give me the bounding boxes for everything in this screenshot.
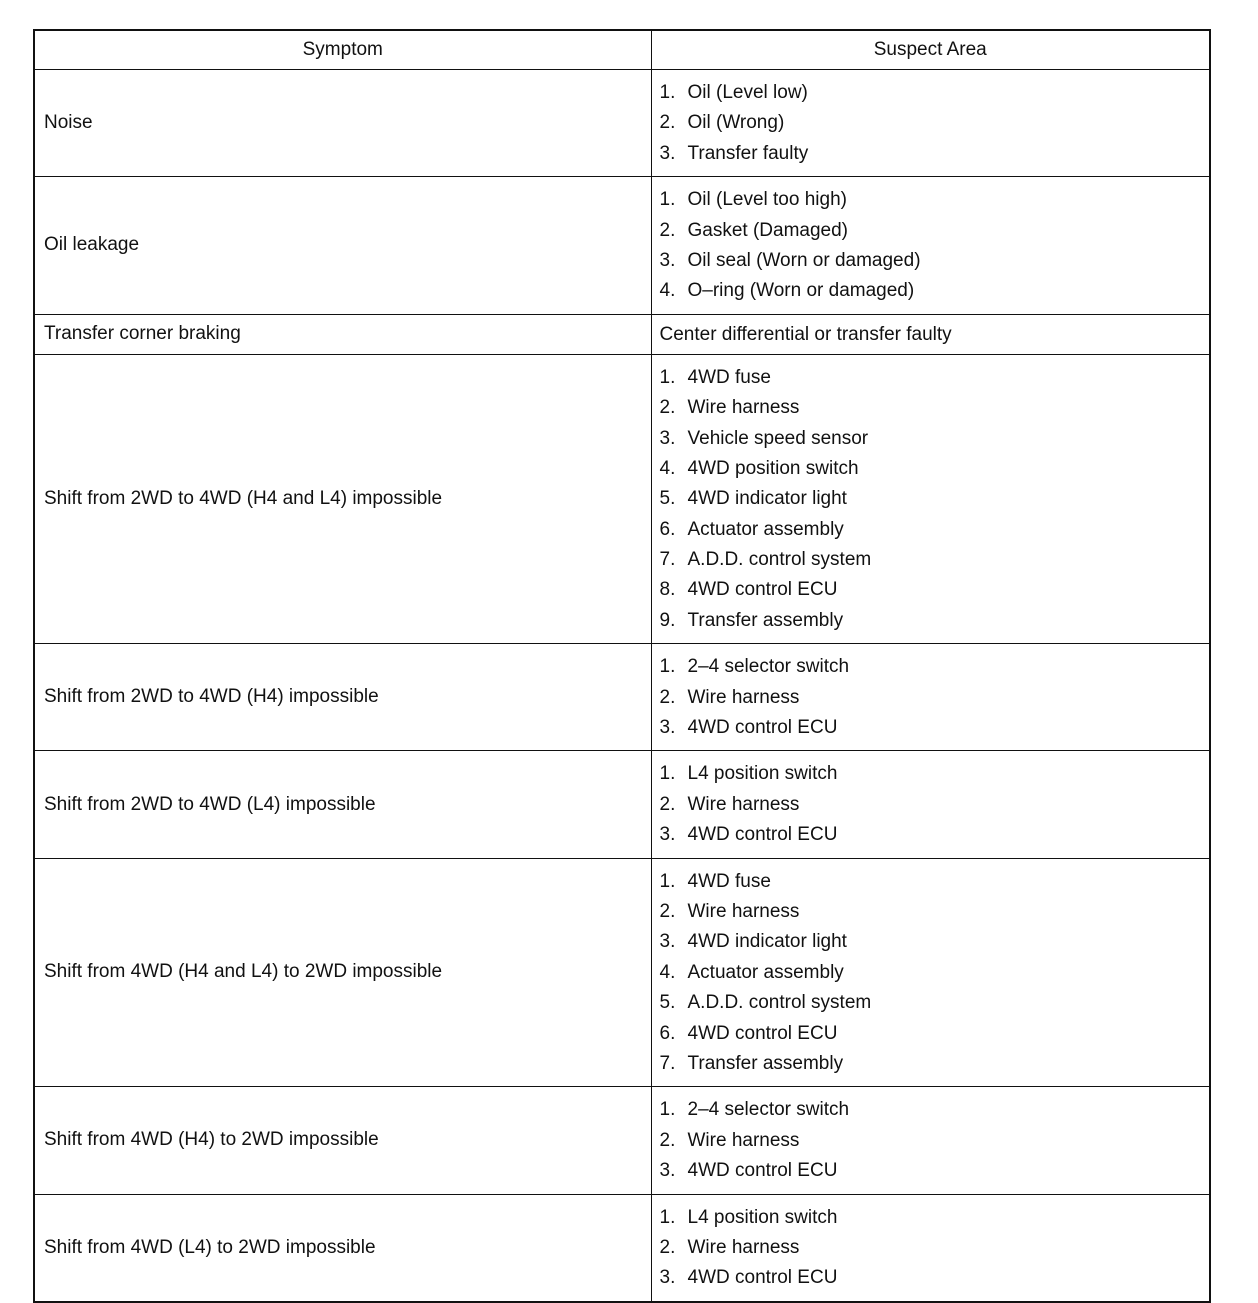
suspect-item-number: 1.: [659, 189, 676, 211]
suspect-area-cell: [651, 354, 1210, 644]
suspect-item-text: Oil seal (Worn or damaged): [687, 249, 921, 271]
suspect-item-text: 2–4 selector switch: [687, 656, 850, 678]
suspect-item-number: 8.: [659, 579, 676, 601]
suspect-list-item: [660, 1233, 1202, 1263]
suspect-item-number: 5.: [659, 992, 676, 1014]
troubleshooting-sheet: [33, 29, 1209, 1303]
suspect-area-column-header: Suspect Area: [651, 30, 1210, 70]
suspect-item-number: 2.: [659, 1129, 676, 1151]
header-row: [34, 30, 1210, 70]
symptom-cell: Shift from 4WD (H4 and L4) to 2WD impossible: [34, 858, 651, 1087]
suspect-item-number: 4.: [659, 961, 676, 983]
suspect-area-cell: [651, 751, 1210, 858]
suspect-list-item: [660, 897, 1202, 927]
symptom-column-header: Symptom: [34, 30, 651, 70]
suspect-list-item: [660, 713, 1202, 743]
suspect-item-number: 3.: [659, 717, 676, 739]
suspect-list-item: [660, 545, 1202, 575]
symptom-cell: Shift from 2WD to 4WD (L4) impossible: [34, 751, 651, 858]
suspect-item-number: 4.: [659, 457, 676, 479]
suspect-list-item: [660, 363, 1202, 393]
suspect-item-number: 2.: [659, 686, 676, 708]
suspect-list-item: [660, 276, 1202, 306]
suspect-list: [660, 1095, 1202, 1186]
suspect-item-number: 2.: [659, 219, 676, 241]
suspect-list-item: [660, 988, 1202, 1018]
suspect-item-text: 4WD indicator light: [687, 931, 847, 953]
suspect-item-number: 3.: [659, 1160, 676, 1182]
symptom-cell: Shift from 2WD to 4WD (H4 and L4) impossible: [34, 354, 651, 644]
suspect-list: [660, 363, 1202, 637]
suspect-item-text: 4WD fuse: [687, 366, 771, 388]
suspect-item-number: 7.: [659, 549, 676, 571]
suspect-item-number: 1.: [659, 1099, 676, 1121]
suspect-list-item: [660, 1156, 1202, 1186]
table-row: [34, 858, 1210, 1087]
suspect-item-text: A.D.D. control system: [687, 992, 872, 1014]
symptom-cell: Shift from 2WD to 4WD (H4) impossible: [34, 644, 651, 751]
suspect-item-text: Actuator assembly: [687, 961, 844, 983]
suspect-list-item: [660, 139, 1202, 169]
suspect-list: [660, 867, 1202, 1080]
table-row: [34, 354, 1210, 644]
suspect-item-number: 3.: [659, 931, 676, 953]
suspect-item-text: 4WD position switch: [687, 457, 859, 479]
suspect-list-item: [660, 454, 1202, 484]
suspect-item-number: 1.: [659, 656, 676, 678]
table-row: [34, 314, 1210, 354]
suspect-area-cell: [651, 858, 1210, 1087]
suspect-item-text: 4WD fuse: [687, 870, 771, 892]
suspect-item-text: L4 position switch: [687, 1206, 838, 1228]
suspect-item-number: 4.: [659, 280, 676, 302]
suspect-item-number: 3.: [659, 427, 676, 449]
suspect-area-cell: [651, 1087, 1210, 1194]
table-row: [34, 644, 1210, 751]
suspect-item-number: 1.: [659, 82, 676, 103]
suspect-item-text: Wire harness: [687, 1236, 800, 1258]
table-body: [34, 70, 1210, 1302]
suspect-list-item: [660, 78, 1202, 108]
table-row: [34, 1194, 1210, 1302]
suspect-list-item: [660, 683, 1202, 713]
suspect-item-number: 6.: [659, 518, 676, 540]
suspect-item-text: 4WD control ECU: [687, 1022, 838, 1044]
suspect-item-number: 3.: [659, 142, 676, 164]
suspect-item-text: L4 position switch: [687, 763, 838, 785]
suspect-list-item: [660, 927, 1202, 957]
suspect-list-item: [660, 1095, 1202, 1125]
suspect-list-item: [660, 759, 1202, 789]
suspect-item-number: 7.: [659, 1052, 676, 1074]
suspect-list-item: [660, 246, 1202, 276]
suspect-item-number: 2.: [659, 1236, 676, 1258]
suspect-item-text: Transfer assembly: [687, 1052, 844, 1074]
suspect-item-number: 9.: [659, 609, 676, 631]
suspect-area-cell: [651, 1194, 1210, 1302]
table-row: [34, 1087, 1210, 1194]
suspect-list-item: [660, 185, 1202, 215]
suspect-area-cell: [651, 70, 1210, 177]
suspect-area-cell: [651, 314, 1210, 354]
suspect-area-cell: [651, 177, 1210, 315]
suspect-list-item: [660, 1019, 1202, 1049]
suspect-item-text: Wire harness: [687, 900, 800, 922]
suspect-item-number: 1.: [659, 870, 676, 892]
suspect-list-item: [660, 484, 1202, 514]
suspect-list-item: [660, 515, 1202, 545]
suspect-item-text: 4WD control ECU: [687, 1160, 838, 1182]
symptom-cell: Shift from 4WD (L4) to 2WD impossible: [34, 1194, 651, 1302]
suspect-item-number: 1.: [659, 366, 676, 388]
suspect-item-text: Actuator assembly: [687, 518, 844, 540]
suspect-item-number: 6.: [659, 1022, 676, 1044]
table-row: [34, 177, 1210, 315]
suspect-item-text: Oil (Wrong): [687, 112, 785, 134]
suspect-item-number: 5.: [659, 488, 676, 510]
suspect-list-item: [660, 1049, 1202, 1079]
suspect-item-text: Wire harness: [687, 1129, 800, 1151]
suspect-item-text: 4WD control ECU: [687, 1267, 838, 1289]
suspect-list-item: [660, 1126, 1202, 1156]
table-row: [34, 70, 1210, 177]
troubleshooting-table: [33, 29, 1211, 1303]
suspect-item-number: 2.: [659, 112, 676, 134]
suspect-item-text: Wire harness: [687, 397, 800, 419]
suspect-item-text: Gasket (Damaged): [687, 219, 849, 241]
suspect-list-item: [660, 652, 1202, 682]
suspect-list-item: [660, 790, 1202, 820]
suspect-list: [660, 1203, 1202, 1294]
suspect-area-text: Center differential or transfer faulty: [659, 323, 952, 345]
suspect-item-text: 4WD control ECU: [687, 579, 838, 601]
symptom-cell: Noise: [34, 70, 651, 177]
suspect-list-item: [660, 575, 1202, 605]
suspect-item-number: 2.: [659, 397, 676, 419]
suspect-list-item: [660, 216, 1202, 246]
suspect-list: [660, 78, 1202, 169]
suspect-list-item: [660, 424, 1202, 454]
symptom-cell: Transfer corner braking: [34, 314, 651, 354]
symptom-cell: Shift from 4WD (H4) to 2WD impossible: [34, 1087, 651, 1194]
suspect-area-cell: [651, 644, 1210, 751]
suspect-list: [660, 185, 1202, 307]
suspect-item-text: 4WD control ECU: [687, 824, 838, 846]
suspect-item-number: 3.: [659, 1267, 676, 1289]
suspect-list-item: [660, 1263, 1202, 1293]
suspect-item-text: Transfer assembly: [687, 609, 844, 631]
suspect-item-text: Transfer faulty: [687, 142, 809, 164]
suspect-list-item: [660, 393, 1202, 423]
table-row: [34, 751, 1210, 858]
suspect-item-number: 2.: [659, 793, 676, 815]
suspect-list-item: [660, 867, 1202, 897]
suspect-item-number: 3.: [659, 249, 676, 271]
suspect-list-item: [660, 108, 1202, 138]
suspect-item-text: O–ring (Worn or damaged): [687, 280, 915, 302]
suspect-item-text: Wire harness: [687, 793, 800, 815]
suspect-list-item: [660, 958, 1202, 988]
suspect-list-item: [660, 606, 1202, 636]
suspect-item-number: 3.: [659, 824, 676, 846]
suspect-item-number: 1.: [659, 763, 676, 785]
suspect-item-text: Wire harness: [687, 686, 800, 708]
suspect-item-number: 1.: [659, 1206, 676, 1228]
suspect-item-text: Oil (Level low): [687, 82, 808, 103]
suspect-list-item: [660, 820, 1202, 850]
suspect-item-text: 4WD control ECU: [687, 717, 838, 739]
suspect-item-text: 4WD indicator light: [687, 488, 847, 510]
suspect-item-text: A.D.D. control system: [687, 549, 872, 571]
suspect-list: [660, 652, 1202, 743]
suspect-item-text: Oil (Level too high): [687, 189, 847, 211]
symptom-cell: Oil leakage: [34, 177, 651, 315]
suspect-item-number: 2.: [659, 900, 676, 922]
suspect-list-item: [660, 1203, 1202, 1233]
suspect-item-text: Vehicle speed sensor: [687, 427, 869, 449]
suspect-item-text: 2–4 selector switch: [687, 1099, 850, 1121]
suspect-list: [660, 759, 1202, 850]
